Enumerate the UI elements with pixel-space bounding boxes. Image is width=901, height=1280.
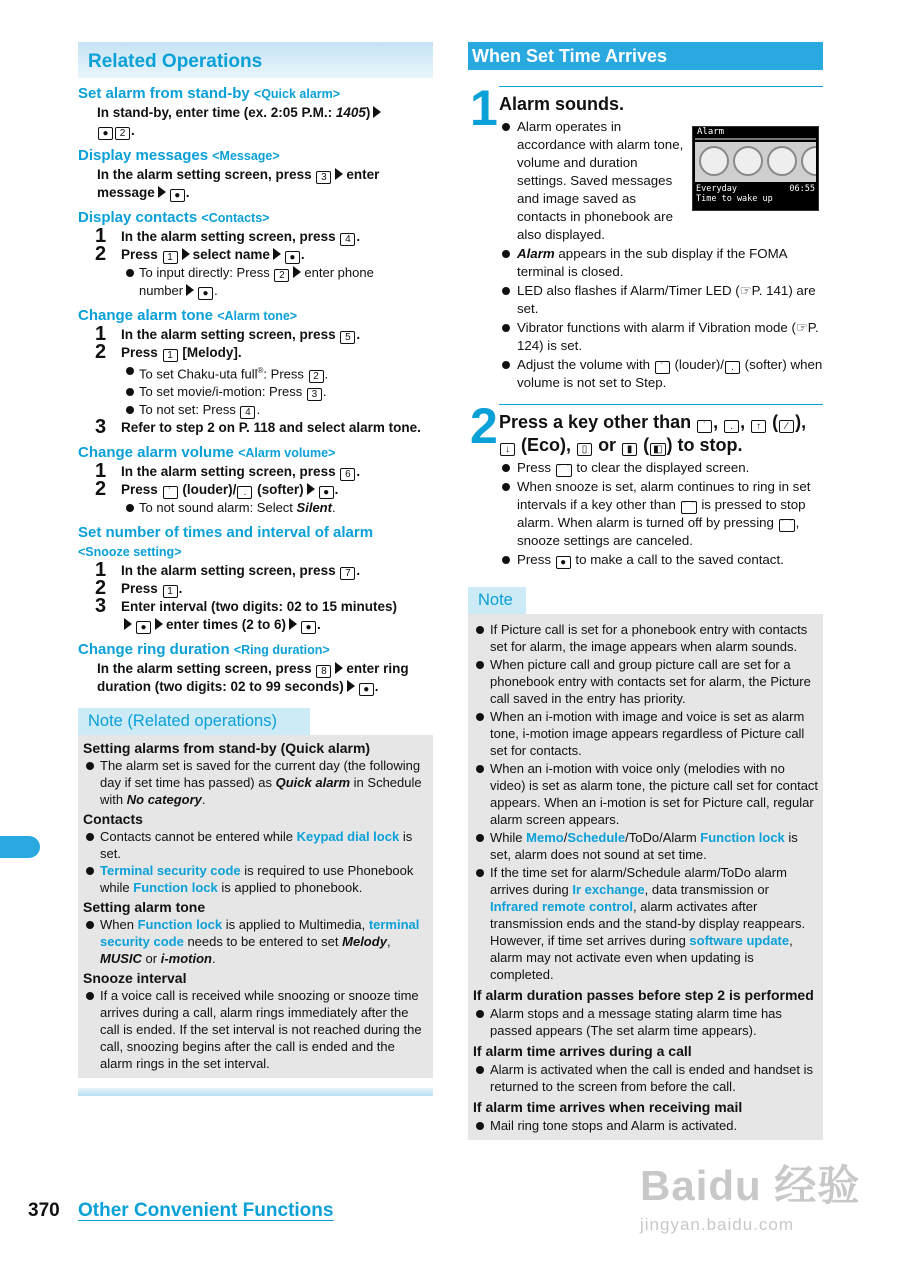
sub-text-b: : Press [263, 366, 304, 382]
step-text: Press [121, 345, 158, 360]
watermark-logo: Baidu 经验 [640, 1162, 861, 1209]
quick-alarm-title [78, 84, 433, 104]
sub-text-c: number [139, 283, 184, 298]
side-key-icon: ▯ [577, 443, 592, 456]
tone-title-text: Change alarm tone [78, 307, 214, 324]
note-box [468, 614, 823, 1140]
volume-step-2: 2 Press ˙ (louder)/ . (softer) ● . [78, 481, 433, 499]
tone-title [78, 306, 433, 326]
note-bullet: When picture call and group picture call are set for a phonebook entry with contacts set for alarm, the Picture call saved in the entry has priority. [473, 656, 819, 707]
center-key-icon: ● [556, 556, 571, 569]
tone-step-2 [78, 341, 433, 363]
clock-icon [699, 146, 729, 176]
sub-text: To not sound alarm: Select [139, 500, 293, 516]
step-number: 1 [95, 225, 107, 247]
arrow-right-icon [293, 266, 301, 278]
step-text: Press [121, 247, 158, 262]
quick-alarm-title-text: Set alarm from stand-by [78, 85, 250, 102]
note-bullet: Alarm stops and a message stating alarm time has passed appears (The set alarm time appears). [473, 1005, 819, 1039]
step-1-bullet: Adjust the volume with ˙ (louder)/ . (softer) when volume is not set to Step. [499, 356, 823, 392]
step-1-block [468, 80, 823, 392]
step-2-bullet: Press ⌒ to clear the displayed screen. [499, 459, 823, 477]
number-key-icon: 7 [340, 567, 355, 580]
right-column [468, 42, 823, 1140]
step-1-bullet: Alarm operates in accordance with alarm tone, volume and duration settings. Saved messages and image saved as contacts in phonebook are also displayed. [499, 118, 689, 244]
note-heading: If alarm duration passes before step 2 is performed [473, 987, 814, 1003]
chapter-title-link[interactable]: Other Convenient Functions [78, 1200, 334, 1221]
step-number: 2 [95, 478, 107, 501]
section-end-bar [78, 1088, 433, 1096]
note-bullet: If Picture call is set for a phonebook entry with contacts set for alarm, the image appears when alarm sounds. [473, 621, 819, 655]
center-key-icon: ● [136, 621, 151, 634]
tone-sub-2: To set movie/i-motion: Press 3 . [78, 383, 433, 401]
snooze-step-2: 2 Press 1 . [78, 580, 433, 598]
speaker-key-icon: ◧ [650, 443, 665, 456]
up-key-icon: ˙ [655, 361, 670, 374]
quick-alarm-body: In stand-by, enter time (ex. 2:05 P.M.: 1405) ● 2 . [78, 104, 433, 140]
note-heading: Snooze interval [83, 970, 187, 987]
arrow-right-icon [335, 168, 343, 180]
step-number: 1 [95, 460, 107, 483]
volume-sub: To not sound alarm: Select Silent. [78, 499, 433, 517]
center-key-icon: ● [98, 127, 113, 140]
step-text-b: enter times (2 to 6) [166, 617, 287, 633]
step-1-bullet: Vibrator functions with alarm if Vibration mode (☞P. 124) is set. [499, 319, 823, 355]
arrow-right-icon [182, 248, 190, 260]
snooze-title-text: Set number of times and interval of alarm [78, 524, 374, 542]
step-text-b: select name [192, 247, 270, 262]
note-bullet: If a voice call is received while snoozing or snooze time arrives during a call, alarm rings immediately after the call is ended. If the set interval is not reached during the call, snoozing begins after the call is ended and the alarm rings in the set interval. [83, 987, 429, 1072]
ring-tag: <Ring duration> [233, 643, 330, 658]
tone-sub-3: To not set: Press 4 . [78, 401, 433, 419]
down-key-icon: . [725, 361, 740, 374]
center-key-icon: ● [301, 621, 316, 634]
step-text: Press [121, 482, 158, 498]
sub-text: To not set: Press [139, 402, 236, 418]
sub-text: To set Chaku-uta full [139, 366, 258, 382]
step-number: 3 [95, 416, 107, 439]
note-heading: Setting alarms from stand-by (Quick alarm) [83, 740, 371, 757]
side-key-down-icon: ↓ [500, 443, 515, 456]
step-1-title: Alarm sounds. [499, 86, 823, 116]
note-bullet: If the time set for alarm/Schedule alarm/ToDo alarm arrives during Ir exchange, data transmission or Infrared remote control, alarm activates after transmission ends and the stand-by display reappears. However, if time set arrives during software update, alarm may not activate even when updating is completed. [473, 864, 819, 983]
note-bullet: Contacts cannot be entered while Keypad dial lock is set. [83, 828, 429, 862]
step-text: In the alarm setting screen, press [121, 464, 336, 480]
clear-key-icon: ⁄ [779, 420, 794, 433]
note-heading: If alarm time arrives when receiving mail [473, 1099, 743, 1115]
down-key-icon: . [237, 486, 252, 499]
step-2-bullet: When snooze is set, alarm continues to ring in set intervals if a key other than ⌒ is pressed to stop alarm. When alarm is turned off by pressing ⌒ , snooze settings are canceled. [499, 478, 823, 550]
side-key-up-icon: ↑ [751, 420, 766, 433]
contacts-step-2: 2 Press 1 select name ● . [78, 246, 433, 264]
alarm-clock-icons [695, 142, 816, 182]
ring-text-b: enter ring [346, 661, 409, 677]
step-2-block [468, 398, 823, 569]
message-title [78, 146, 433, 166]
volume-title [78, 443, 433, 463]
step-text: In the alarm setting screen, press [121, 563, 336, 579]
arrow-right-icon [155, 618, 163, 630]
note-related-box [78, 735, 433, 1078]
page-number: 370 [28, 1200, 60, 1221]
step-1-bullet: Alarm appears in the sub display if the FOMA terminal is closed. [499, 245, 823, 281]
number-key-icon: 4 [340, 233, 355, 246]
registered-mark: ® [257, 366, 264, 375]
left-column [78, 42, 433, 1096]
note-header: Note [468, 587, 526, 614]
end-key-icon: ⌒ [681, 501, 697, 514]
step-text: In the alarm setting screen, press [121, 327, 336, 342]
watermark-url: jingyan.baidu.com [640, 1215, 795, 1234]
center-key-icon: ● [285, 251, 300, 264]
screen-repeat: Everyday [696, 184, 737, 194]
contacts-sub-bullet: To input directly: Press 2 enter phone number ● . [78, 264, 433, 300]
number-key-icon: 3 [316, 171, 331, 184]
note-heading: If alarm time arrives during a call [473, 1043, 692, 1059]
note-bullet: While Memo/Schedule/ToDo/Alarm Function lock is set, alarm does not sound at set time. [473, 829, 819, 863]
snooze-step-3: 3 Enter interval (two digits: 02 to 15 minutes) ● enter times (2 to 6) ● . [78, 598, 433, 634]
note-bullet: When an i-motion with voice only (melodies with no video) is set as alarm tone, the picture call set for contact appears. When an i-motion is set for Picture call, regular alarm screen appears. [473, 760, 819, 828]
volume-tag: <Alarm volume> [238, 446, 336, 461]
down-key-icon: . [724, 420, 739, 433]
note-heading: Setting alarm tone [83, 899, 206, 916]
tone-tag: <Alarm tone> [217, 309, 298, 323]
volume-step-1: 1 In the alarm setting screen, press 6 . [78, 463, 433, 481]
step-text: Enter interval (two digits: 02 to 15 minutes) [121, 599, 398, 615]
number-key-icon: 2 [309, 370, 324, 383]
quick-alarm-close: ) [365, 105, 371, 120]
arrow-right-icon [273, 248, 281, 260]
snooze-title [78, 523, 433, 562]
number-key-icon: 3 [307, 388, 322, 401]
clock-icon [801, 146, 816, 176]
arrow-right-icon [124, 618, 132, 630]
arrow-right-icon [186, 284, 194, 296]
arrow-right-icon [347, 680, 355, 692]
screen-title: Alarm [697, 127, 725, 137]
message-text-a: In the alarm setting screen, press [97, 167, 312, 182]
center-key-icon: ● [319, 486, 334, 499]
snooze-step-1: 1 In the alarm setting screen, press 7 . [78, 562, 433, 580]
step-number: 2 [95, 341, 107, 363]
quick-alarm-example: 1405 [335, 105, 366, 120]
contacts-tag: <Contacts> [201, 211, 270, 225]
step-2-bullet: Press ● to make a call to the saved contact. [499, 551, 823, 569]
number-key-icon: 6 [340, 468, 355, 481]
power-key-icon: ▮ [622, 443, 637, 456]
clock-icon [733, 146, 763, 176]
step-text: Press [121, 581, 158, 597]
step-number: 3 [95, 595, 107, 618]
arrow-right-icon [307, 483, 315, 495]
step-text: In the alarm setting screen, press [121, 229, 336, 244]
alarm-screen-image [692, 126, 819, 211]
step-number: 2 [95, 243, 107, 265]
chapter-tab [0, 836, 40, 858]
ring-text-a: In the alarm setting screen, press [97, 661, 312, 677]
number-key-icon: 1 [163, 585, 178, 598]
clock-icon [767, 146, 797, 176]
note-bullet: Mail ring tone stops and Alarm is activated. [473, 1117, 819, 1134]
sub-text-b: enter phone [304, 265, 374, 280]
silent-option: Silent [296, 500, 332, 516]
step-number: 1 [95, 323, 107, 345]
message-text-b: enter [346, 167, 380, 182]
arrow-right-icon [373, 106, 381, 118]
number-key-icon: 8 [316, 665, 331, 678]
tone-step-1: 1 In the alarm setting screen, press 5 . [78, 326, 433, 344]
number-key-icon: 2 [274, 269, 289, 282]
sub-text-a: To input directly: Press [139, 265, 270, 280]
snooze-tag: <Snooze setting> [78, 545, 182, 560]
ring-title [78, 640, 433, 660]
contacts-title [78, 208, 433, 228]
note-heading: Contacts [83, 811, 143, 828]
number-key-icon: 5 [340, 331, 355, 344]
contacts-step-1: 1 In the alarm setting screen, press 4 . [78, 228, 433, 246]
step-2-title: Press a key other than ˙ , . , ↑ ( ⁄ ), ↓ (Eco), ▯ or ▮ ( ◧ ) to stop. [499, 404, 823, 457]
message-body: In the alarm setting screen, press 3 enter message ● . [97, 167, 380, 201]
center-key-icon: ● [359, 683, 374, 696]
step-1-bullet: LED also flashes if Alarm/Timer LED (☞P. 141) are set. [499, 282, 823, 318]
when-set-time-header: When Set Time Arrives [468, 42, 823, 70]
quick-alarm-text: In stand-by, enter time (ex. 2:05 P.M.: [97, 105, 333, 120]
note-bullet: When an i-motion with image and voice is set as alarm tone, i-motion image appears regardless of Picture call set for contacts. [473, 708, 819, 759]
ring-text-c: duration (two digits: 02 to 99 seconds) [97, 679, 344, 695]
message-text-c: message [97, 185, 155, 200]
message-tag: <Message> [212, 149, 280, 163]
step-text: Refer to step 2 on P. 118 and select alarm tone. [121, 420, 421, 436]
step-text-b: (louder)/ [182, 482, 237, 498]
ring-body: In the alarm setting screen, press 8 enter ring duration (two digits: 02 to 99 seconds) ● . [97, 661, 409, 696]
number-key-icon: 4 [240, 406, 255, 419]
quick-alarm-tag: <Quick alarm> [253, 87, 341, 101]
arrow-right-icon [335, 662, 343, 674]
number-key-icon: 2 [115, 127, 130, 140]
sub-text: To set movie/i-motion: Press [139, 384, 303, 400]
note-bullet: The alarm set is saved for the current day (the following day if set time has passed) as Quick alarm in Schedule with No category. [83, 757, 429, 808]
page-footer [28, 1202, 333, 1220]
related-operations-header: Related Operations [78, 42, 433, 78]
tone-sub-1: To set Chaku-uta full®: Press 2 . [78, 362, 433, 383]
ring-title-text: Change ring duration [78, 641, 230, 659]
note-bullet: Alarm is activated when the call is ended and handset is returned to the screen from before the call. [473, 1061, 819, 1095]
up-key-icon: ˙ [163, 486, 178, 499]
note-related-header: Note (Related operations) [78, 708, 310, 735]
step-number: 2 [95, 577, 107, 600]
arrow-right-icon [289, 618, 297, 630]
note-bullet: Terminal security code is required to use Phonebook while Function lock is applied to phonebook. [83, 862, 429, 896]
big-step-number: 2 [470, 398, 498, 454]
step-text-b: [Melody]. [182, 345, 242, 360]
arrow-right-icon [158, 186, 166, 198]
note-bullet: When Function lock is applied to Multimedia, terminal security code needs to be entered to set Melody, MUSIC or i-motion. [83, 916, 429, 967]
tone-step-3 [78, 416, 433, 439]
center-key-icon: ● [198, 287, 213, 300]
volume-title-text: Change alarm volume [78, 444, 234, 462]
big-step-number: 1 [470, 80, 498, 136]
number-key-icon: 1 [163, 251, 178, 264]
contacts-title-text: Display contacts [78, 209, 198, 226]
number-key-icon: 1 [163, 349, 178, 362]
screen-time: 06:55 [789, 184, 815, 194]
step-number: 1 [95, 559, 107, 582]
end-key-icon: ⌒ [556, 464, 572, 477]
message-title-text: Display messages [78, 147, 209, 164]
screen-message: Time to wake up [696, 194, 773, 204]
center-key-icon: ● [170, 189, 185, 202]
end-key-icon: ⌒ [779, 519, 795, 532]
step-text-c: (softer) [257, 482, 304, 498]
up-key-icon: ˙ [697, 420, 712, 433]
